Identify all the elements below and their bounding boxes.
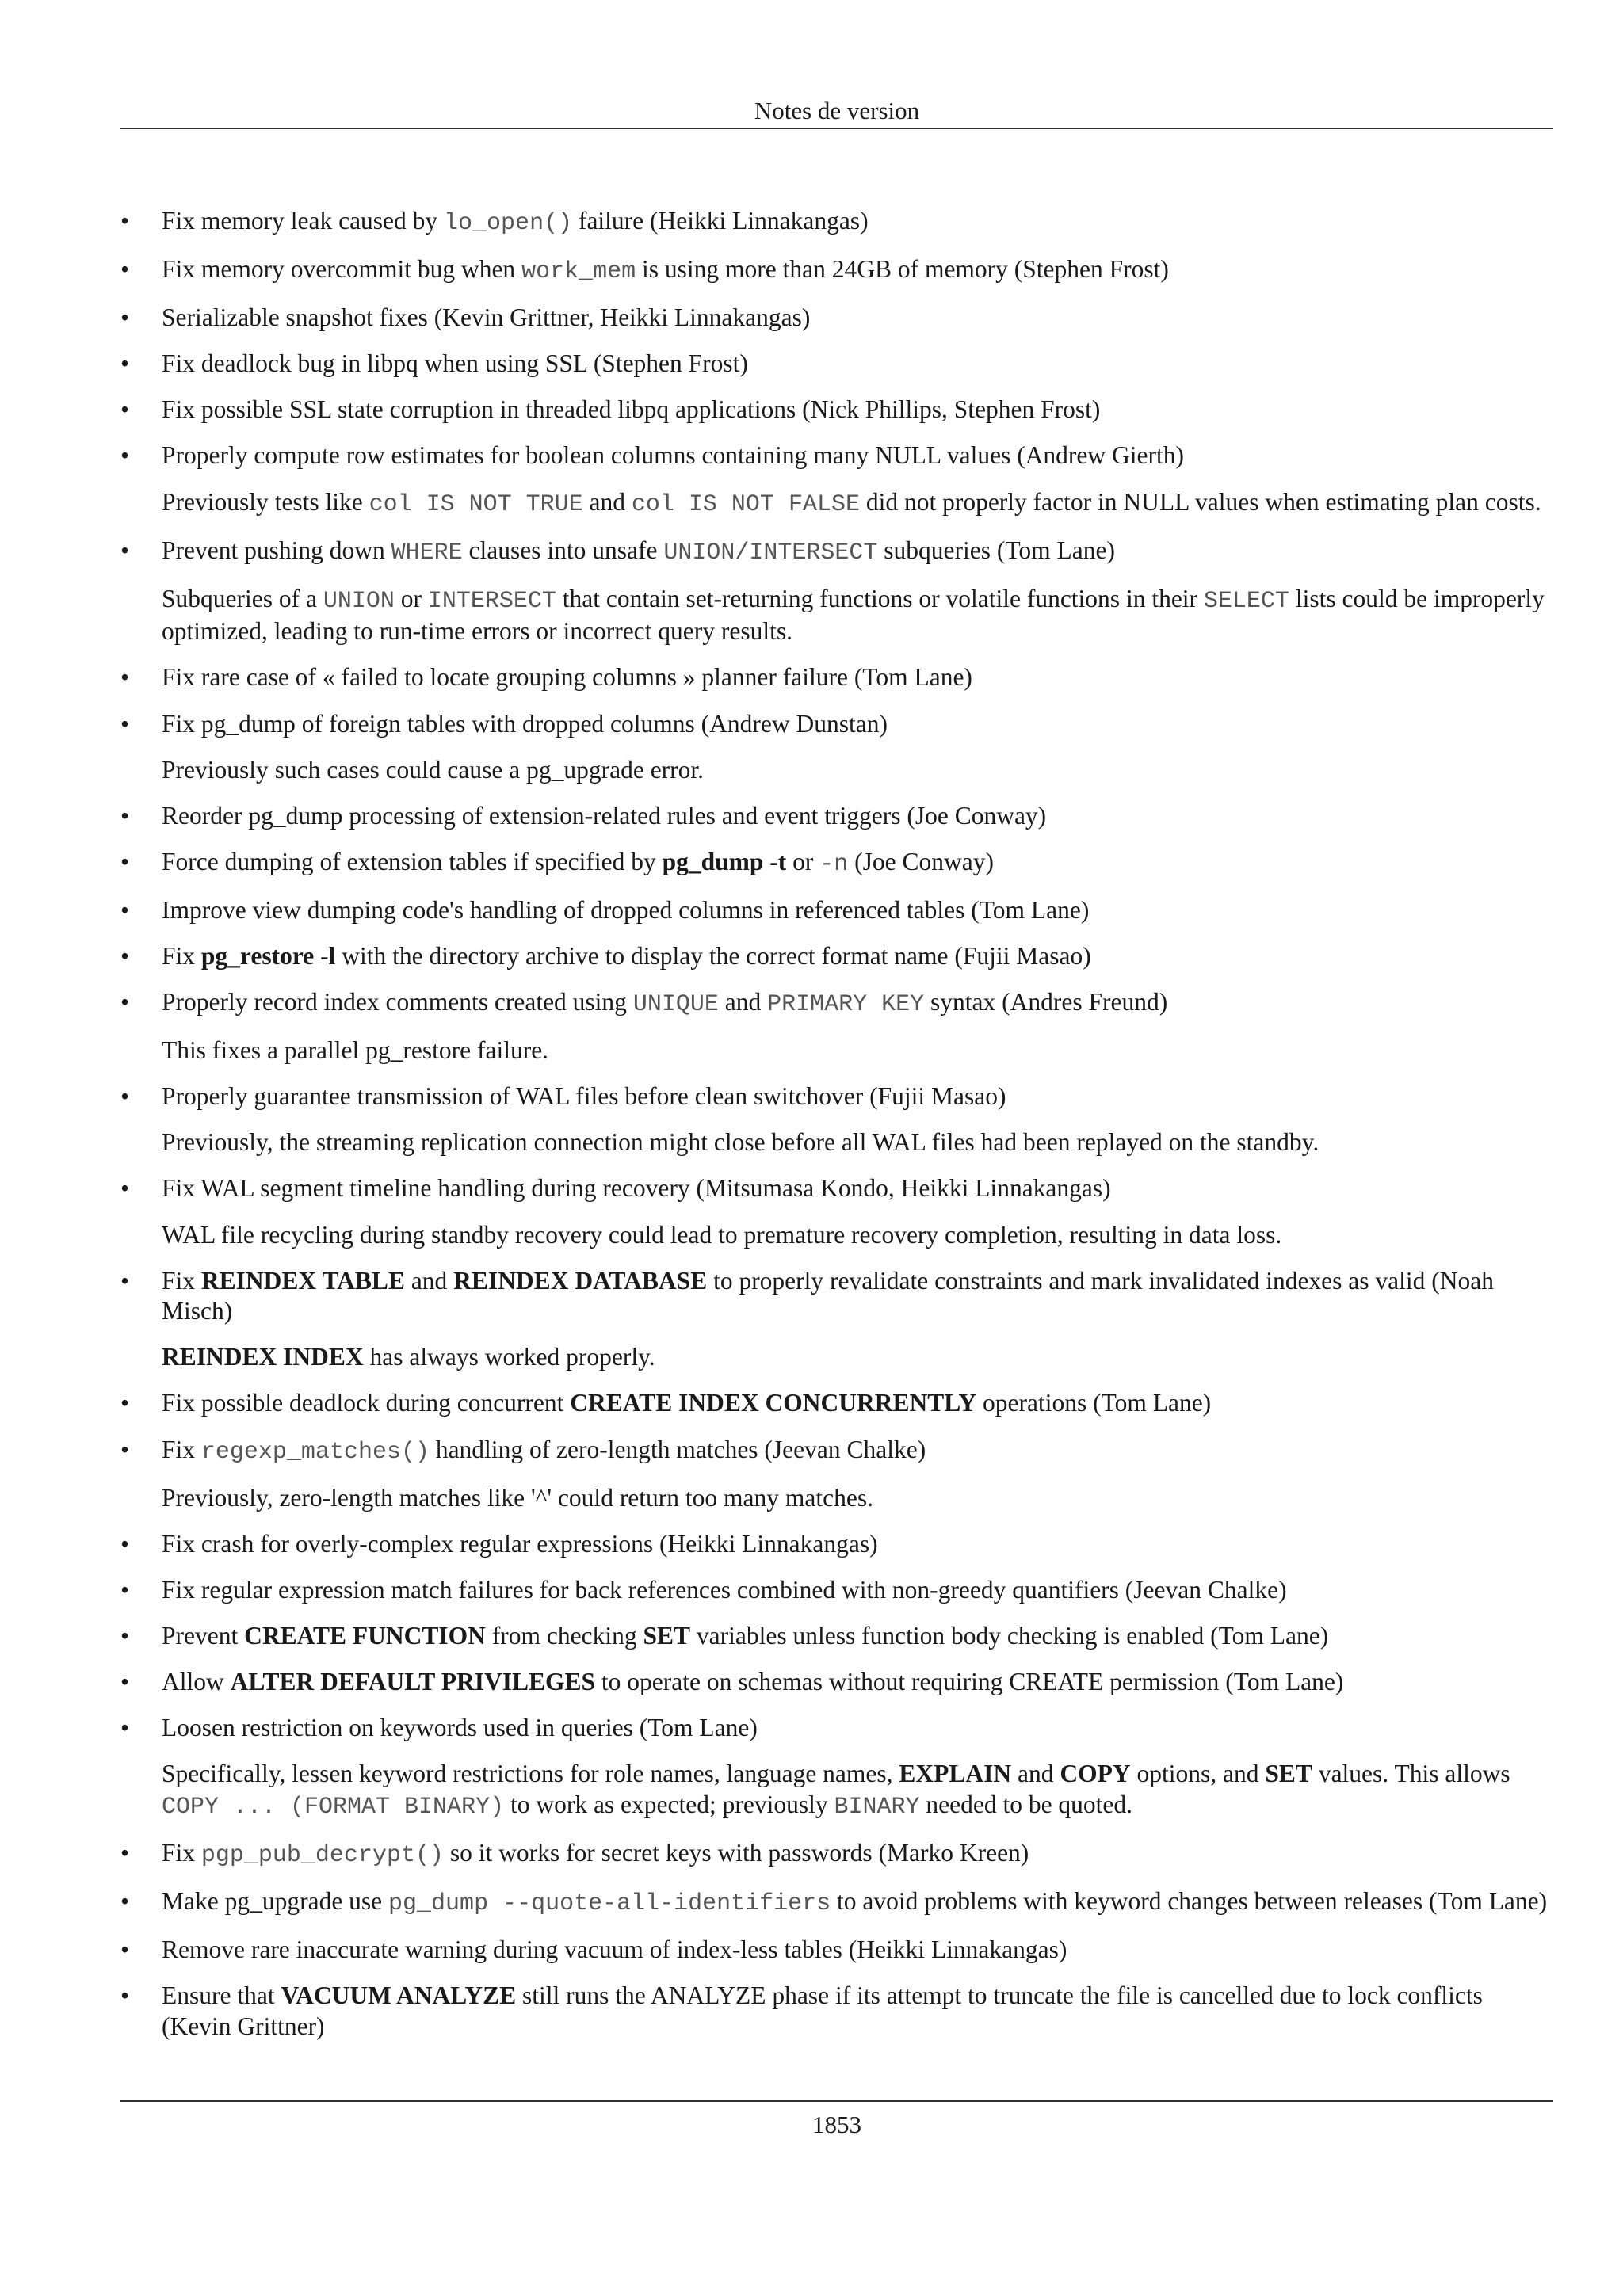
text-run: Previously, zero-length matches like '^' could return too many matches. — [162, 1483, 873, 1512]
list-item — [120, 1081, 1556, 1158]
item-detail — [162, 1342, 1556, 1373]
list-item — [120, 941, 1556, 972]
command-name: CREATE FUNCTION — [244, 1621, 486, 1650]
text-run: needed to be quoted. — [919, 1790, 1133, 1818]
item-summary — [162, 395, 1556, 425]
item-detail — [162, 1127, 1556, 1158]
bullet-marker: • — [120, 1266, 130, 1295]
page-header-title: Notes de version — [754, 97, 920, 124]
item-summary — [162, 441, 1556, 471]
item-summary — [162, 1173, 1556, 1204]
code-literal: regexp_matches() — [200, 1438, 430, 1466]
text-run: to operate on schemas without requiring CREATE permission (Tom Lane) — [595, 1668, 1344, 1695]
text-run: to work as expected; previously — [504, 1790, 834, 1818]
text-run: This fixes a parallel pg_restore failure. — [162, 1036, 549, 1065]
code-literal: pgp_pub_decrypt() — [200, 1841, 444, 1869]
list-item — [120, 1935, 1556, 1966]
item-summary — [162, 847, 1556, 880]
command-name: pg_dump -t — [662, 847, 787, 875]
text-run: variables unless function body checking is enabled (Tom Lane) — [690, 1621, 1329, 1650]
list-item — [120, 1713, 1556, 1822]
text-run: with the directory archive to display the correct format name (Fujii Masao) — [335, 942, 1091, 970]
command-name: SET — [1265, 1760, 1312, 1788]
item-detail — [162, 584, 1556, 647]
text-run: and — [1011, 1760, 1060, 1788]
bullet-marker: • — [120, 255, 130, 284]
text-run: clauses into unsafe — [462, 536, 664, 564]
page-number: 1853 — [812, 2111, 861, 2138]
bullet-marker: • — [120, 1082, 130, 1111]
item-summary — [162, 536, 1556, 569]
text-run: from checking — [485, 1621, 643, 1650]
list-item — [120, 303, 1556, 334]
code-literal: PRIMARY KEY — [767, 991, 925, 1019]
list-item — [120, 1667, 1556, 1698]
command-name: SET — [643, 1621, 691, 1650]
text-run: Subqueries of a — [162, 584, 323, 612]
bullet-marker: • — [120, 207, 130, 235]
text-run: Fix WAL segment timeline handling during recovery (Mitsumasa Kondo, Heikki Linnakangas) — [162, 1174, 1111, 1203]
list-item — [120, 1838, 1556, 1871]
code-literal: BINARY — [834, 1793, 920, 1821]
item-summary — [162, 1886, 1556, 1920]
text-run: Fix regular expression match failures for back references combined with non-greedy quantifiers (Jeevan Chalke) — [162, 1575, 1287, 1604]
bullet-marker: • — [120, 395, 130, 424]
text-run: Improve view dumping code's handling of dropped columns in referenced tables (Tom Lane) — [162, 895, 1090, 924]
code-literal: WHERE — [391, 539, 463, 566]
item-summary — [162, 1838, 1556, 1871]
header-rule — [120, 128, 1553, 129]
bullet-marker: • — [120, 349, 130, 378]
list-item — [120, 662, 1556, 693]
text-run: or — [394, 584, 428, 612]
list-item — [120, 801, 1556, 832]
text-run: Fix possible deadlock during concurrent — [162, 1389, 571, 1417]
bullet-marker: • — [120, 1981, 130, 2010]
item-summary — [162, 709, 1556, 740]
text-run: still runs the ANALYZE phase if its attempt to truncate the file is cancelled due to lock conflicts (Kevin Grittner) — [162, 1981, 1483, 2040]
bullet-marker: • — [120, 1174, 130, 1203]
item-summary — [162, 206, 1556, 239]
text-run: has always worked properly. — [363, 1343, 655, 1371]
item-summary — [162, 1435, 1556, 1468]
text-run: lists could be improperly optimized, leading to run-time errors or incorrect query results. — [162, 584, 1545, 646]
item-summary — [162, 1388, 1556, 1419]
text-run: Fix memory leak caused by — [162, 207, 445, 235]
code-literal: INTERSECT — [427, 587, 556, 615]
text-run: Remove rare inaccurate warning during vacuum of index-less tables (Heikki Linnakangas) — [162, 1936, 1067, 1964]
item-summary — [162, 1266, 1556, 1327]
text-run: Properly guarantee transmission of WAL files before clean switchover (Fujii Masao) — [162, 1082, 1006, 1111]
list-item — [120, 987, 1556, 1066]
code-literal: SELECT — [1203, 587, 1289, 615]
text-run: to avoid problems with keyword changes between releases (Tom Lane) — [831, 1886, 1548, 1915]
item-summary — [162, 801, 1556, 832]
item-detail — [162, 1483, 1556, 1514]
list-item — [120, 441, 1556, 520]
text-run: Fix crash for overly-complex regular expressions (Heikki Linnakangas) — [162, 1529, 878, 1558]
text-run: operations (Tom Lane) — [976, 1389, 1212, 1417]
text-run: handling of zero-length matches (Jeevan Chalke) — [429, 1435, 926, 1463]
text-run: subqueries (Tom Lane) — [877, 536, 1115, 564]
text-run: that contain set-returning functions or volatile functions in their — [556, 584, 1204, 612]
list-item — [120, 349, 1556, 379]
command-name: REINDEX TABLE — [200, 1266, 405, 1295]
text-run: Properly record index comments created using — [162, 988, 633, 1016]
bullet-marker: • — [120, 303, 130, 332]
list-item — [120, 1621, 1556, 1652]
item-detail — [162, 1759, 1556, 1822]
bullet-marker: • — [120, 801, 130, 830]
code-literal: UNION/INTERSECT — [663, 539, 878, 566]
text-run: Force dumping of extension tables if specified by — [162, 847, 663, 875]
code-literal: pg_dump --quote-all-identifiers — [388, 1890, 831, 1917]
text-run: values. This allows — [1312, 1760, 1510, 1788]
item-summary — [162, 1667, 1556, 1698]
bullet-marker: • — [120, 942, 130, 970]
item-summary — [162, 303, 1556, 334]
code-literal: col IS NOT TRUE — [369, 490, 583, 518]
text-run: Make pg_upgrade use — [162, 1886, 389, 1915]
item-detail — [162, 755, 1556, 786]
command-name: EXPLAIN — [899, 1760, 1012, 1788]
text-run: Fix — [162, 942, 201, 970]
command-name: REINDEX DATABASE — [453, 1266, 708, 1295]
bullet-marker: • — [120, 847, 130, 875]
list-item — [120, 1981, 1556, 2042]
text-run: Fix deadlock bug in libpq when using SSL (Stephen Frost) — [162, 349, 748, 378]
bullet-marker: • — [120, 988, 130, 1016]
bullet-marker: • — [120, 709, 130, 738]
list-item — [120, 1529, 1556, 1560]
command-name: VACUUM ANALYZE — [281, 1981, 517, 2010]
bullet-marker: • — [120, 1575, 130, 1604]
list-item — [120, 1173, 1556, 1250]
text-run: Previously tests like — [162, 487, 369, 516]
text-run: Previously such cases could cause a pg_upgrade error. — [162, 755, 705, 784]
command-name: REINDEX INDEX — [162, 1343, 364, 1371]
bullet-marker: • — [120, 1389, 130, 1417]
list-item — [120, 206, 1556, 239]
list-item — [120, 709, 1556, 786]
text-run: Serializable snapshot fixes (Kevin Grittner, Heikki Linnakangas) — [162, 303, 811, 332]
list-item — [120, 1266, 1556, 1373]
bullet-marker: • — [120, 1621, 130, 1650]
item-summary — [162, 895, 1556, 926]
item-summary — [162, 941, 1556, 972]
text-run: or — [786, 847, 820, 875]
text-run: so it works for secret keys with passwords (Marko Kreen) — [443, 1838, 1029, 1867]
command-name: CREATE INDEX CONCURRENTLY — [570, 1389, 977, 1417]
bullet-marker: • — [120, 1668, 130, 1695]
code-literal: work_mem — [521, 258, 636, 286]
text-run: failure (Heikki Linnakangas) — [572, 207, 869, 235]
item-summary — [162, 1529, 1556, 1560]
item-summary — [162, 1621, 1556, 1652]
text-run: options, and — [1130, 1760, 1266, 1788]
bullet-marker: • — [120, 536, 130, 564]
list-item — [120, 895, 1556, 926]
text-run: Fix — [162, 1266, 201, 1295]
text-run: Previously, the streaming replication connection might close before all WAL files had been replayed on the standby. — [162, 1128, 1319, 1157]
item-summary — [162, 1981, 1556, 2042]
bullet-marker: • — [120, 1529, 130, 1558]
text-run: Loosen restriction on keywords used in queries (Tom Lane) — [162, 1714, 758, 1742]
list-item — [120, 1886, 1556, 1920]
item-summary — [162, 1713, 1556, 1744]
list-item — [120, 1435, 1556, 1514]
item-summary — [162, 349, 1556, 379]
bullet-marker: • — [120, 1435, 130, 1463]
text-run: is using more than 24GB of memory (Stephen Frost) — [636, 255, 1169, 284]
text-run: Properly compute row estimates for boolean columns containing many NULL values (Andrew Gierth) — [162, 441, 1184, 470]
text-run: Prevent pushing down — [162, 536, 391, 564]
text-run: Reorder pg_dump processing of extension-related rules and event triggers (Joe Conway) — [162, 801, 1047, 830]
text-run: Specifically, lessen keyword restrictions for role names, language names, — [162, 1760, 899, 1788]
code-literal: lo_open() — [444, 210, 573, 237]
bullet-marker: • — [120, 441, 130, 470]
list-item — [120, 395, 1556, 425]
text-run: syntax (Andres Freund) — [924, 988, 1168, 1016]
text-run: (Joe Conway) — [848, 847, 995, 875]
command-name: COPY — [1060, 1760, 1131, 1788]
list-item — [120, 254, 1556, 288]
text-run: Fix — [162, 1838, 201, 1867]
bullet-marker: • — [120, 1936, 130, 1964]
item-summary — [162, 1935, 1556, 1966]
bullet-marker: • — [120, 1838, 130, 1867]
item-summary — [162, 254, 1556, 288]
code-literal: -n — [819, 850, 849, 878]
text-run: Fix — [162, 1435, 201, 1463]
footer-rule — [120, 2100, 1553, 2102]
list-item — [120, 847, 1556, 880]
item-detail — [162, 487, 1556, 521]
bullet-marker: • — [120, 1886, 130, 1915]
text-run: and — [404, 1266, 454, 1295]
release-notes-list — [120, 206, 1556, 2042]
text-run: Fix memory overcommit bug when — [162, 255, 522, 284]
list-item — [120, 536, 1556, 647]
text-run: to properly revalidate constraints and mark invalidated indexes as valid (Noah Misch) — [162, 1266, 1494, 1325]
text-run: Fix rare case of « failed to locate grouping columns » planner failure (Tom Lane) — [162, 663, 972, 692]
item-summary — [162, 1575, 1556, 1606]
list-item — [120, 1575, 1556, 1606]
code-literal: COPY ... (FORMAT BINARY) — [162, 1793, 505, 1821]
command-name: pg_restore -l — [200, 942, 336, 970]
code-literal: UNION — [323, 587, 395, 615]
text-run: WAL file recycling during standby recovery could lead to premature recovery completion, resulting in data loss. — [162, 1220, 1282, 1249]
text-run: Ensure that — [162, 1981, 281, 2010]
text-run: and — [718, 988, 768, 1016]
text-run: Fix pg_dump of foreign tables with dropped columns (Andrew Dunstan) — [162, 709, 888, 738]
command-name: ALTER DEFAULT PRIVILEGES — [230, 1668, 596, 1695]
code-literal: col IS NOT FALSE — [631, 490, 860, 518]
text-run: Prevent — [162, 1621, 245, 1650]
bullet-marker: • — [120, 663, 130, 692]
text-run: did not properly factor in NULL values when estimating plan costs. — [859, 487, 1541, 516]
item-summary — [162, 1081, 1556, 1112]
list-item — [120, 1388, 1556, 1419]
text-run: Allow — [162, 1668, 231, 1695]
item-detail — [162, 1220, 1556, 1251]
bullet-marker: • — [120, 1714, 130, 1742]
code-literal: UNIQUE — [632, 991, 719, 1019]
item-detail — [162, 1035, 1556, 1066]
text-run: Fix possible SSL state corruption in threaded libpq applications (Nick Phillips, Stephen Frost) — [162, 395, 1101, 424]
item-summary — [162, 987, 1556, 1020]
bullet-marker: • — [120, 895, 130, 924]
text-run: and — [582, 487, 632, 516]
item-summary — [162, 662, 1556, 693]
